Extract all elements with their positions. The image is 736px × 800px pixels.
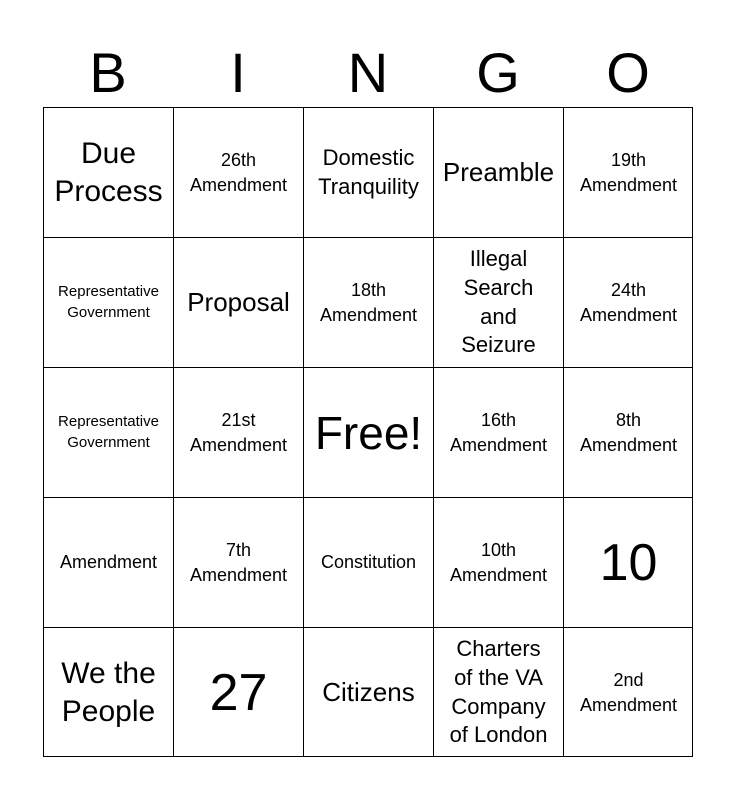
cell-label: Charters of the VA Company of London [449,636,548,748]
bingo-cell-r3c4[interactable] [433,367,563,497]
cell-label: 26th Amendment [189,150,288,195]
bingo-cell-r2c5[interactable] [563,237,693,367]
bingo-cell-r4c2[interactable] [173,497,303,627]
cell-label: Domestic Tranquility [318,144,419,199]
cell-label: 10th Amendment [449,540,548,585]
bingo-cell-r3c5[interactable] [563,367,693,497]
bingo-cell-r5c5[interactable] [563,627,693,757]
cell-label: Amendment [59,552,158,573]
cell-label: 19th Amendment [579,150,678,195]
cell-label: Preamble [442,156,555,187]
bingo-cell-r1c2[interactable] [173,107,303,237]
bingo-cell-r4c4[interactable] [433,497,563,627]
bingo-cell-r2c3[interactable] [303,237,433,367]
free-space-label: Free! [314,406,423,459]
bingo-cell-r1c3[interactable] [303,107,433,237]
header-letter-b: B [89,41,127,104]
cell-label: Illegal Search and Seizure [461,246,536,358]
header-letter-o: O [606,41,650,104]
bingo-header [43,40,693,106]
bingo-board [43,107,693,757]
cell-label: Proposal [187,286,290,317]
cell-label: 18th Amendment [319,280,418,325]
cell-label: 16th Amendment [449,410,548,455]
cell-label: We the People [61,657,156,728]
bingo-cell-r1c5[interactable] [563,107,693,237]
cell-label: 2nd Amendment [579,670,678,715]
bingo-cell-free[interactable] [303,367,433,497]
cell-label: 10 [599,533,658,592]
bingo-cell-r3c1[interactable] [43,367,173,497]
bingo-cell-r5c1[interactable] [43,627,173,757]
bingo-cell-r2c1[interactable] [43,237,173,367]
cell-label: Constitution [320,552,417,573]
header-letter-i: I [230,41,246,104]
header-letter-g: G [476,41,520,104]
cell-label: Representative Government [58,413,159,451]
bingo-cell-r5c2[interactable] [173,627,303,757]
bingo-cell-r4c3[interactable] [303,497,433,627]
cell-label: Representative Government [58,283,159,321]
bingo-cell-r3c2[interactable] [173,367,303,497]
cell-label: Due Process [54,137,163,208]
bingo-cell-r1c4[interactable] [433,107,563,237]
bingo-cell-r5c3[interactable] [303,627,433,757]
cell-label: Citizens [322,676,415,707]
cell-label: 8th Amendment [579,410,678,455]
cell-label: 24th Amendment [579,280,678,325]
bingo-cell-r2c4[interactable] [433,237,563,367]
bingo-cell-r4c5[interactable] [563,497,693,627]
cell-label: 7th Amendment [189,540,288,585]
cell-label: 21st Amendment [189,410,288,455]
bingo-cell-r2c2[interactable] [173,237,303,367]
bingo-cell-r4c1[interactable] [43,497,173,627]
cell-label: 27 [209,663,268,722]
header-letter-n: N [347,41,389,104]
bingo-cell-r5c4[interactable] [433,627,563,757]
bingo-cell-r1c1[interactable] [43,107,173,237]
